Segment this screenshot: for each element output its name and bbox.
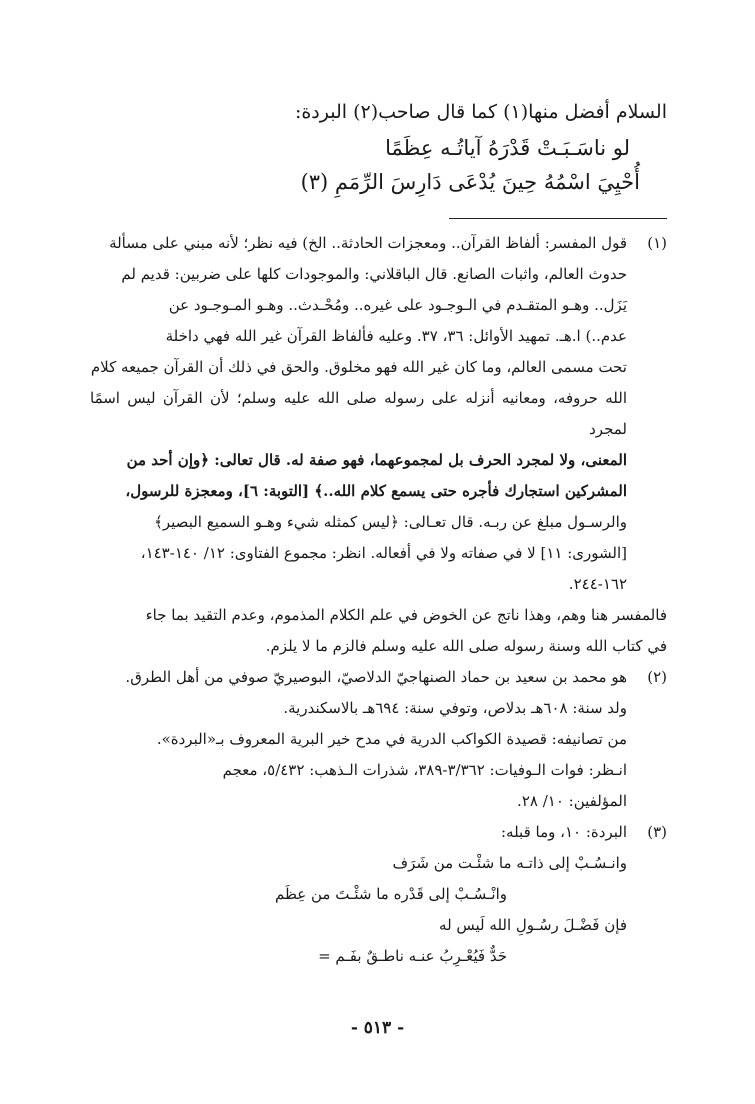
poem-line: وانْـسُـبْ إلى قَدْره ما شئْـتَ من عِظَم	[275, 885, 507, 903]
verse-line-1: لو ناسَـبَـتْ قَدْرَهُ آياتُـه عِظَمًا	[385, 136, 630, 160]
footnote-3	[90, 817, 667, 848]
footnotes	[90, 228, 667, 972]
footnote-line: المعنى، ولا لمجرد الحرف بل لمجموعهما، فهو صفة له. قال تعالى: ﴿وإن أحد من	[126, 451, 627, 469]
footnote-line: المشركين استجارك فأجره حتى يسمع كلام الله..﴾ [التوبة: ٦]، ومعجزة للرسول،	[125, 482, 627, 500]
footnote-line: ١٦٢-٢٤٤.	[568, 575, 627, 593]
footnote-separator	[449, 218, 667, 219]
footnote-poem	[90, 848, 667, 972]
footnote-line: فالمفسر هنا وهم، وهذا ناتج عن الخوض في علم الكلام المذموم، وعدم التقيد بما جاء	[145, 606, 667, 624]
page-number: - ٥١٣ -	[350, 1018, 405, 1038]
footnote-line: تحت مسمى العالم، وما كان غير الله فهو مخلوق. والحق في ذلك أن القرآن جميعه كلام	[90, 358, 627, 376]
footnote-2	[90, 662, 667, 817]
verse-line-2: أُحْيِيَ اسْمُهُ حِينَ يُدْعَى دَارِسَ الرِّمَمِ (٣)	[300, 170, 640, 194]
footnote-number: (٣)	[647, 823, 667, 841]
poem-line: وانـسُـبْ إلى ذاتـه ما شئْـت من شَرَف	[392, 854, 627, 872]
footnote-number: (٢)	[647, 668, 667, 686]
footnote-line: حدوث العالم، واثبات الصانع. قال الباقلاني: والموجودات كلها على ضربين: قديم لم	[121, 265, 627, 283]
footnote-1	[90, 228, 667, 600]
footnote-line: ولد سنة: ٦٠٨هـ بدلاص، وتوفي سنة: ٦٩٤هـ بالاسكندرية.	[283, 699, 627, 717]
footnote-line: [الشورى: ١١] لا في صفاته ولا في أفعاله. انظر: مجموع الفتاوى: ١٢/ ١٤٠-١٤٣،	[140, 544, 627, 562]
footnote-line: عدم..) ا.هـ. تمهيد الأوائل: ٣٦، ٣٧. وعليه فألفاظ القرآن غير الله فهي داخلة	[165, 327, 627, 345]
main-text: السلام أفضل منها(١) كما قال صاحب(٢) البردة:	[294, 101, 667, 123]
footnote-line: قول المفسر: ألفاظ القرآن.. ومعجزات الحادثة.. الخ) فيه نظر؛ لأنه مبني على مسألة	[109, 234, 627, 252]
footnote-line: المؤلفين: ١٠/ ٢٨.	[517, 792, 627, 810]
footnote-line: هو محمد بن سعيد بن حماد الصنهاجيّ الدلاصيّ، البوصيريّ صوفي من أهل الطرق.	[125, 668, 627, 686]
footnote-line: انـظر: فوات الـوفيات: ٣/٣٦٢-٣٨٩، شذرات الـذهب: ٥/٤٣٢، معجم	[222, 761, 627, 779]
footnote-line: في كتاب الله وسنة رسوله صلى الله عليه وسلم فالزم ما لا يلزم.	[265, 637, 667, 655]
footnote-number: (١)	[647, 234, 667, 252]
footnote-line: من تصانيفه: قصيدة الكواكب الدرية في مدح خير البرية المعروف بـ«البردة».	[156, 730, 627, 748]
footnote-line: يَزَل.. وهـو المتقـدم في الـوجـود على غيره.. ومُحْـدث.. وهـو المـوجـود عن	[168, 296, 627, 314]
poem-line: فإن فَضْـلَ رسُـولِ الله لَيس له	[439, 916, 627, 934]
footnote-line: والرسـول مبلغ عن ربـه. قال تعـالى: ﴿ليس كمثله شيء وهـو السميع البصير﴾	[154, 513, 627, 531]
footnote-1-continuation	[90, 600, 667, 662]
poem-line: حَدٌّ فَيُعْـرِبُ عنـه ناطـقٌ بفَـم =	[318, 947, 507, 965]
footnote-line: الله حروفه، ومعانيه أنزله على رسوله صلى الله عليه وسلم؛ لأن القرآن ليس اسمًا لمجرد	[90, 389, 627, 438]
footnote-line: البردة: ١٠، وما قبله:	[500, 823, 627, 841]
